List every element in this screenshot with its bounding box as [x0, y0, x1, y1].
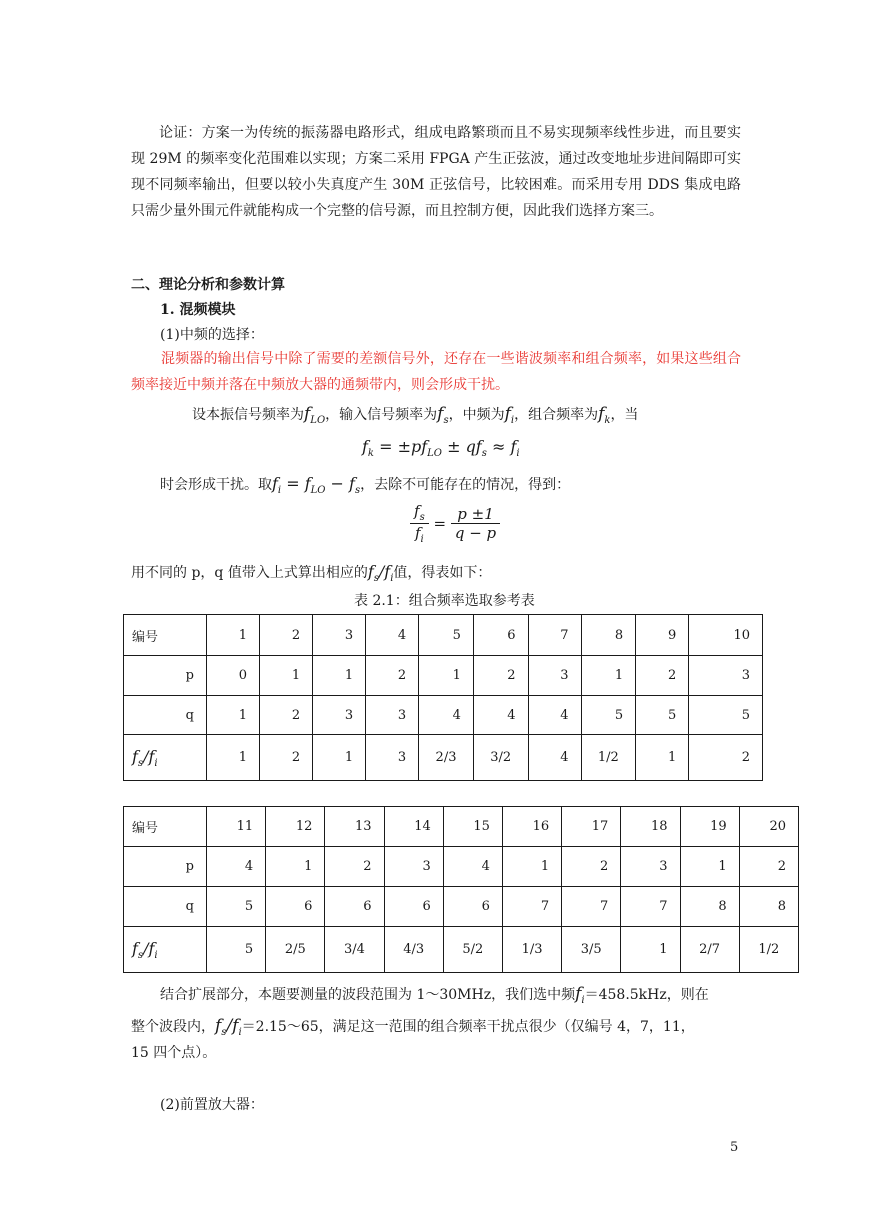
- table-cell: 2: [473, 656, 528, 696]
- table-cell: 3: [366, 735, 419, 781]
- table-cell: 1: [207, 735, 260, 781]
- table-cell: 1: [636, 735, 689, 781]
- table-cell: 2/5: [266, 927, 325, 973]
- table-cell: 1: [207, 696, 260, 735]
- table-cell: 6: [266, 887, 325, 927]
- table-cell: 11: [207, 807, 266, 847]
- table-cell: 6: [473, 615, 528, 656]
- table-cell: 7: [502, 887, 561, 927]
- table-cell: 2: [260, 615, 313, 656]
- red-paragraph: 混频器的输出信号中除了需要的差额信号外，还存在一些谐波频率和组合频率，如果这些组合频率接近中频并落在中频放大器的通频带内，则会形成干扰。: [131, 351, 741, 393]
- table-cell: 16: [502, 807, 561, 847]
- table-cell: 1: [419, 656, 474, 696]
- table-cell: 4: [528, 696, 581, 735]
- item-preamplifier: (2)前置放大器：: [160, 1097, 264, 1113]
- conclusion-line-2: 整个波段内，$f_s/f_i=2.15\sim 65$，满足这一范围的组合频率干扰点很少（仅编号 4，7，11，: [131, 1016, 695, 1038]
- table-cell: 8: [581, 615, 636, 656]
- table-intro-line: 用不同的 p，q 值带入上式算出相应的$f_s/f_i$值，得表如下：: [131, 562, 492, 584]
- table-ratio-label: $f_s/f_i$: [124, 735, 207, 781]
- equation-ratio: $\frac{f_s}{f_i}$ = $\frac{p \pm 1}{q - p}$: [410, 502, 500, 545]
- table-cell: 3: [384, 847, 443, 887]
- equation-fk: $f_k = \pm pf_{LO} \pm qf_s \approx f_i$: [362, 437, 520, 459]
- item-if-selection: (1)中频的选择：: [160, 327, 264, 343]
- table-cell: 2: [260, 696, 313, 735]
- table-cell: 7: [528, 615, 581, 656]
- table-cell: 5/2: [443, 927, 502, 973]
- table-cell: 20: [739, 807, 798, 847]
- table-cell: 2: [636, 656, 689, 696]
- section-title: 二、理论分析和参数计算: [131, 277, 285, 293]
- table-cell: 7: [621, 887, 680, 927]
- table-cell: 3/5: [562, 927, 621, 973]
- table-cell: 18: [621, 807, 680, 847]
- table-cell: 4: [528, 735, 581, 781]
- table-cell: 3/4: [325, 927, 384, 973]
- table-cell: 3/2: [473, 735, 528, 781]
- table-cell: 17: [562, 807, 621, 847]
- table-cell: 1: [266, 847, 325, 887]
- table-cell: 5: [419, 615, 474, 656]
- table-cell: 1/3: [502, 927, 561, 973]
- table-cell: 2: [689, 735, 763, 781]
- table-cell: 1: [581, 656, 636, 696]
- table-cell: 3: [689, 656, 763, 696]
- table-q-label: q: [124, 696, 207, 735]
- table-p-label: p: [124, 847, 207, 887]
- table-cell: 4: [207, 847, 266, 887]
- table-cell: 2/7: [680, 927, 739, 973]
- table-cell: 2/3: [419, 735, 474, 781]
- frequency-definition-line: 设本振信号频率为$f_{LO}$，输入信号频率为$f_s$，中频为$f_i$，组合频率为$f_k$，当: [192, 404, 639, 426]
- table-cell: 2: [562, 847, 621, 887]
- table-q-label: q: [124, 887, 207, 927]
- table-cell: 3: [313, 615, 366, 656]
- table-cell: 1/2: [739, 927, 798, 973]
- table-cell: 2: [325, 847, 384, 887]
- table-cell: 0: [207, 656, 260, 696]
- table-cell: 13: [325, 807, 384, 847]
- table-cell: 5: [689, 696, 763, 735]
- table-combination-1: [123, 614, 763, 781]
- table-cell: 14: [384, 807, 443, 847]
- table-cell: 1: [260, 656, 313, 696]
- table-header-label: 编号: [124, 615, 207, 656]
- table-cell: 12: [266, 807, 325, 847]
- table-cell: 1: [207, 615, 260, 656]
- table-cell: 1: [680, 847, 739, 887]
- table-cell: 5: [207, 887, 266, 927]
- table-caption: 表 2.1：组合频率选取参考表: [354, 593, 535, 609]
- table-cell: 6: [443, 887, 502, 927]
- conclusion-line-3: 15 四个点）。: [131, 1045, 217, 1061]
- page-number: 5: [730, 1140, 739, 1155]
- table-cell: 6: [384, 887, 443, 927]
- conclusion-line-1: 结合扩展部分，本题要测量的波段范围为 1～30MHz，我们选中频$f_i=458.5kHz$，则在: [160, 984, 709, 1006]
- table-cell: 3: [366, 696, 419, 735]
- table-cell: 9: [636, 615, 689, 656]
- table-cell: 6: [325, 887, 384, 927]
- table-cell: 4: [443, 847, 502, 887]
- table-cell: 3: [621, 847, 680, 887]
- table-cell: 4: [473, 696, 528, 735]
- argument-paragraph: 论证：方案一为传统的振荡器电路形式，组成电路繁琐而且不易实现频率线性步进，而且要实现 29M 的频率变化范围难以实现；方案二采用 FPGA 产生正弦波，通过改变地址步进间隔即可实现不同频率输出，但要以较小失真度产生 30M 正弦信号，比较困难。而采用专用 DDS 集成电路只需少量外围元件就能构成一个完整的信号源，而且控制方便，因此我们选择方案三。: [131, 125, 741, 219]
- table-cell: 1: [313, 656, 366, 696]
- table-cell: 4: [419, 696, 474, 735]
- table-cell: 8: [739, 887, 798, 927]
- table-cell: 2: [366, 656, 419, 696]
- table-cell: 2: [739, 847, 798, 887]
- table-cell: 4/3: [384, 927, 443, 973]
- table-p-label: p: [124, 656, 207, 696]
- table-cell: 15: [443, 807, 502, 847]
- table-combination-2: [123, 806, 799, 973]
- table-cell: 1/2: [581, 735, 636, 781]
- table-cell: 7: [562, 887, 621, 927]
- interference-line: 时会形成干扰。取$f_i = f_{LO} - f_s$，去除不可能存在的情况，得到：: [160, 474, 571, 496]
- table-cell: 1: [502, 847, 561, 887]
- subsection-title: 1. 混频模块: [160, 302, 236, 318]
- table-cell: 1: [313, 735, 366, 781]
- table-cell: 5: [636, 696, 689, 735]
- table-cell: 19: [680, 807, 739, 847]
- table-cell: 5: [207, 927, 266, 973]
- table-cell: 3: [528, 656, 581, 696]
- table-header-label: 编号: [124, 807, 207, 847]
- table-cell: 5: [581, 696, 636, 735]
- table-cell: 1: [621, 927, 680, 973]
- table-cell: 2: [260, 735, 313, 781]
- table-ratio-label: $f_s/f_i$: [124, 927, 207, 973]
- table-cell: 4: [366, 615, 419, 656]
- table-cell: 3: [313, 696, 366, 735]
- table-cell: 10: [689, 615, 763, 656]
- table-cell: 8: [680, 887, 739, 927]
